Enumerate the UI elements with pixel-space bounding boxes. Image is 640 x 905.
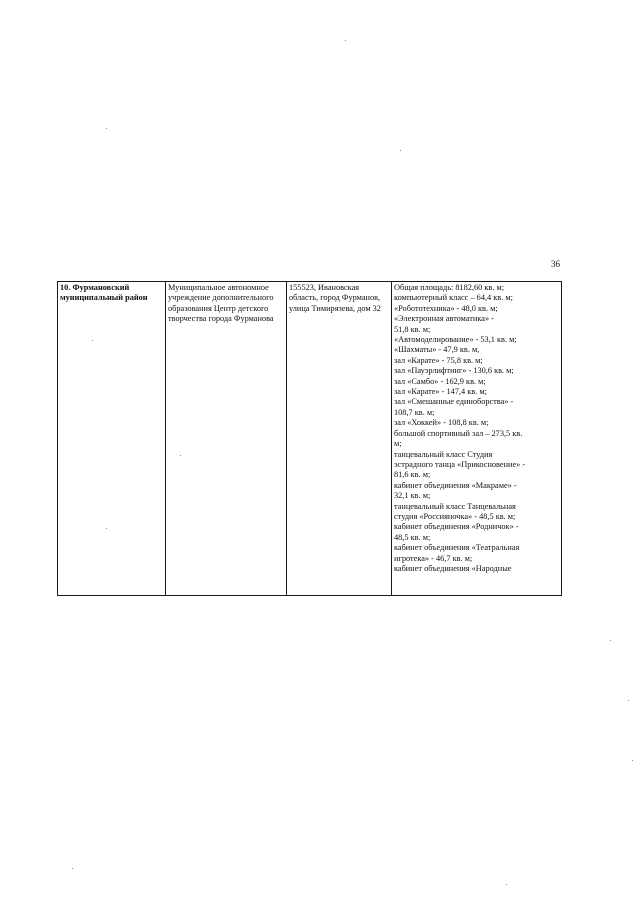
premises-line: «Автомоделирование» - 53,1 кв. м;	[394, 335, 517, 345]
premises-line: Общая площадь: 8182,60 кв. м;	[394, 283, 505, 292]
premises-line: зал «Хоккей» - 108,8 кв. м;	[394, 418, 489, 428]
district-name: 10. Фурмановский муниципальный район	[60, 283, 148, 303]
organization-cell	[166, 282, 287, 596]
premises-list	[394, 283, 559, 574]
address-text: 155523, Ивановская область, город Фурманов, улица Тимирязева, дом 32	[289, 283, 381, 313]
premises-line: «Шахматы» - 47,9 кв. м,	[394, 345, 480, 355]
scan-speck	[72, 868, 73, 869]
organization-name: Муниципальное автономное учреждение дополнительного образования Центр детского творчества города Фурманова	[168, 283, 274, 324]
premises-line: студия «Россияночка» - 48,5 кв. м;	[394, 511, 516, 521]
premises-line: зал «Смешанные единоборства» -	[394, 397, 514, 407]
table-row	[58, 282, 562, 596]
premises-line: зал «Карате» - 75,8 кв. м;	[394, 355, 483, 365]
premises-line: компьютерный класс – 64,4 кв. м;	[394, 293, 513, 303]
premises-line: 51,8 кв. м;	[394, 324, 431, 334]
premises-line: танцевальный класс Танцевальная	[394, 501, 516, 511]
premises-line: танцевальный класс Студия	[394, 449, 493, 459]
premises-line: зал «Самбо» - 162,9 кв. м;	[394, 376, 486, 386]
premises-line: кабинет объединения «Народные	[394, 563, 512, 573]
premises-line: зал «Карате» - 147,4 кв. м;	[394, 387, 487, 397]
premises-line: 32,1 кв. м;	[394, 491, 431, 501]
premises-line: эстрадного танца «Прикосновение» -	[394, 459, 526, 469]
premises-line: м;	[394, 439, 402, 449]
premises-line: «Робототехника» - 48,0 кв. м;	[394, 303, 498, 313]
address-cell	[287, 282, 392, 596]
district-cell	[58, 282, 166, 596]
scan-speck	[506, 884, 507, 885]
page-number: 36	[551, 259, 560, 269]
premises-line: игротека» - 46,7 кв. м;	[394, 553, 473, 563]
scan-speck	[628, 700, 629, 701]
facilities-table	[57, 281, 562, 596]
premises-line: кабинет объединения «Макраме» -	[394, 480, 517, 490]
scan-speck	[345, 40, 346, 41]
premises-line: кабинет объединения «Родничок» -	[394, 522, 519, 532]
scan-speck	[632, 760, 633, 761]
premises-line: 108,7 кв. м;	[394, 407, 435, 417]
premises-line: 81,6 кв. м;	[394, 470, 431, 480]
scan-speck	[610, 640, 611, 641]
premises-cell	[392, 282, 562, 596]
scan-speck	[180, 455, 181, 456]
premises-line: кабинет объединения «Театральная	[394, 543, 520, 553]
scan-speck	[106, 528, 107, 529]
scan-speck	[92, 340, 93, 341]
scan-speck	[106, 128, 107, 129]
premises-line: «Электронная автоматика» -	[394, 314, 494, 324]
scan-speck	[400, 150, 401, 151]
premises-line: большой спортивный зал – 273,5 кв.	[394, 428, 523, 438]
premises-line: зал «Пауэрлифтинг» - 130,6 кв. м;	[394, 366, 514, 376]
premises-line: 48,5 кв. м;	[394, 532, 431, 542]
